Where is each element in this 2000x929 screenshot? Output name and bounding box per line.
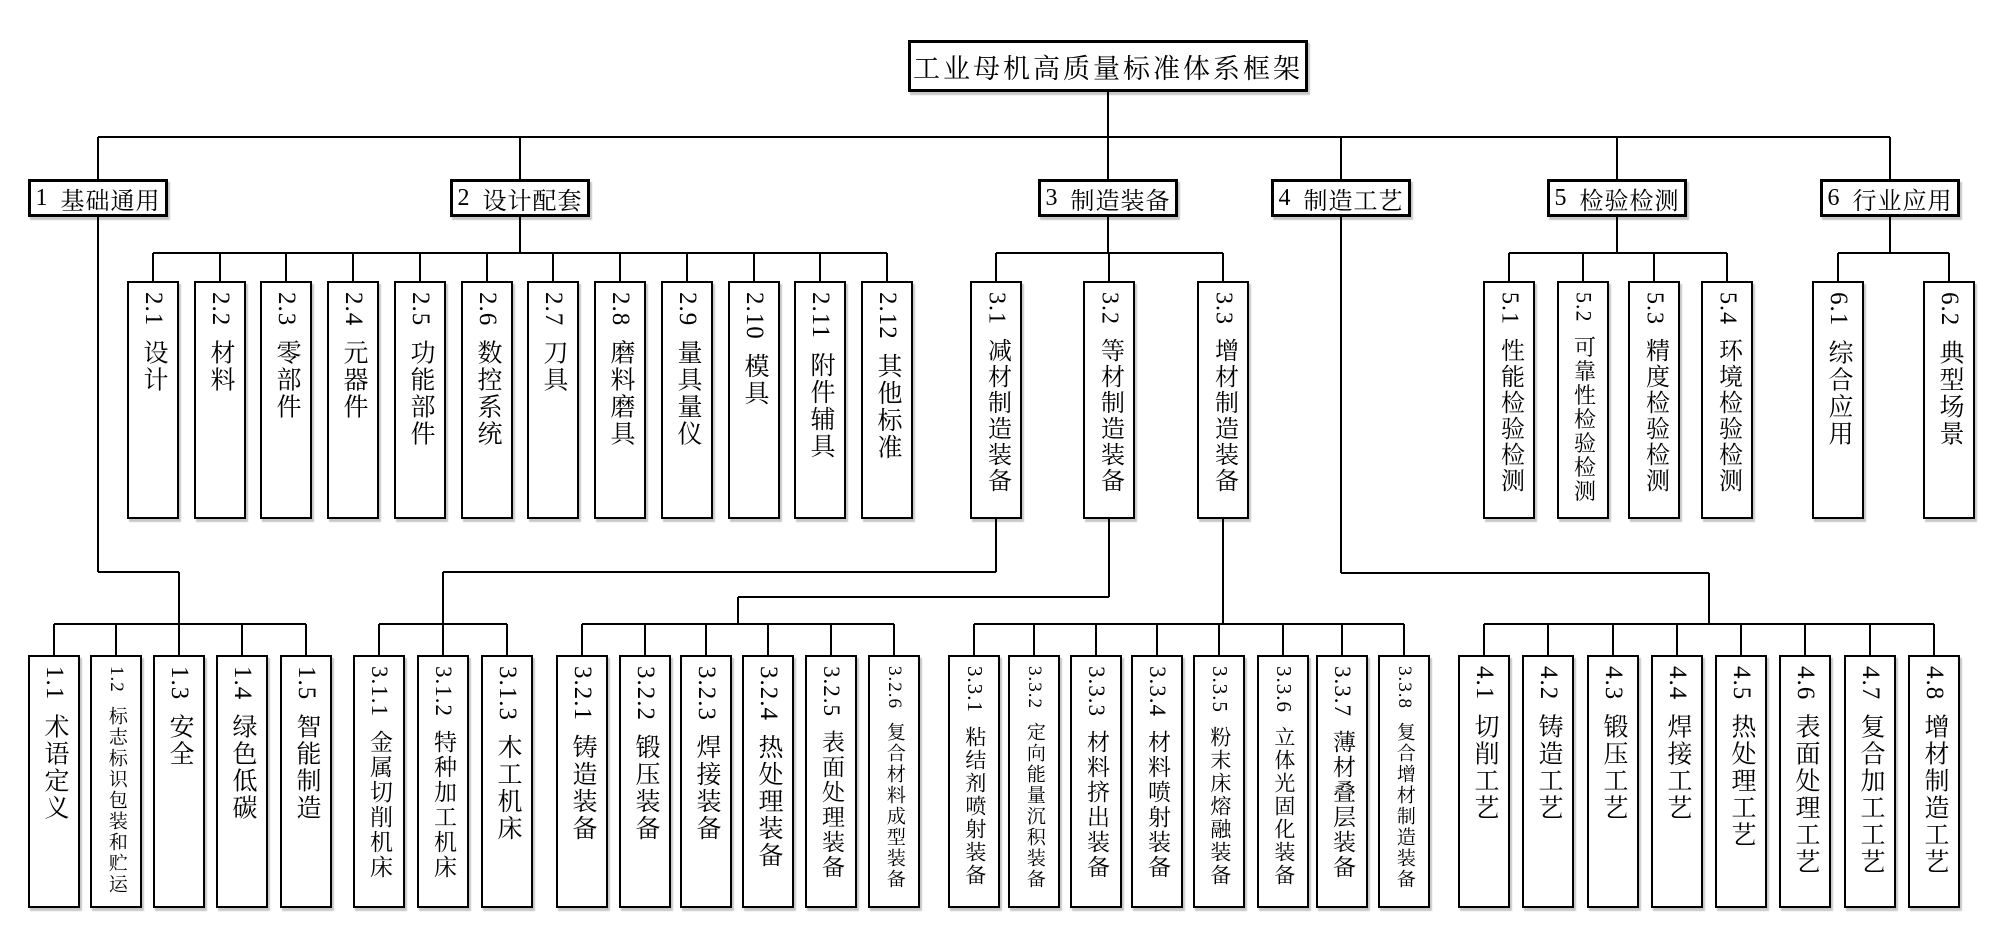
- node-label: 行业应用: [1852, 188, 1953, 215]
- node-label: 精度检验检测: [1641, 338, 1668, 494]
- chart-title: 工业母机高质量标准体系框架: [913, 53, 1303, 84]
- node-number: 4.4: [1664, 666, 1691, 701]
- node-label: 薄材叠层装备: [1329, 730, 1355, 880]
- node-number: 6.1: [1825, 292, 1852, 327]
- node-label: 零部件: [273, 339, 300, 421]
- leaf-node-3-3-5: [1193, 655, 1245, 908]
- node-label: 标志标识包装和贮运: [105, 705, 127, 895]
- node-number: 3.2.3: [693, 666, 720, 721]
- leaf-node-3-1-3: [481, 655, 533, 908]
- node-number: 1.5: [293, 666, 320, 701]
- vertical-text: [1024, 657, 1044, 906]
- vertical-text: [407, 283, 433, 517]
- node-label: 设计: [140, 339, 167, 394]
- vertical-text: [1497, 283, 1522, 517]
- branch-node-6: [1820, 179, 1960, 217]
- vertical-text: [1471, 657, 1497, 906]
- vertical-text: [1084, 657, 1108, 906]
- node-number: 3.2.6: [883, 666, 905, 709]
- leaf-node-4-7: [1844, 655, 1896, 908]
- leaf-node-3-2-3: [680, 655, 732, 908]
- node-label: 其他标准: [874, 352, 901, 461]
- node-label: 典型场景: [1936, 339, 1963, 448]
- vertical-text: [569, 657, 595, 906]
- vertical-text: [367, 657, 391, 906]
- vertical-text: [1330, 657, 1354, 906]
- vertical-text: [293, 657, 319, 906]
- branch-node-3: [1038, 179, 1178, 217]
- node-label: 制造工艺: [1303, 188, 1404, 215]
- node-label: 元器件: [340, 339, 367, 421]
- vertical-text: [755, 657, 781, 906]
- node-number: 3.2.4: [755, 666, 782, 721]
- node-number: 4.5: [1728, 666, 1755, 701]
- leaf-node-4-3: [1587, 655, 1639, 908]
- leaf-node-2-2: [194, 281, 246, 519]
- vertical-text: [1097, 283, 1122, 517]
- node-label: 焊接装备: [693, 734, 720, 842]
- vertical-text: [807, 283, 833, 517]
- node-label: 焊接工艺: [1664, 713, 1691, 822]
- vertical-text: [431, 657, 455, 906]
- leaf-node-3-1: [970, 281, 1022, 519]
- leaf-node-3-1-2: [417, 655, 469, 908]
- vertical-text: [41, 657, 67, 906]
- node-label: 安全: [166, 713, 193, 768]
- leaf-node-3-3-2: [1008, 655, 1060, 908]
- node-number: 3.1.3: [494, 666, 521, 721]
- node-number: 6: [1827, 184, 1840, 211]
- node-label: 金属切削机床: [366, 730, 392, 880]
- vertical-text: [340, 283, 366, 517]
- vertical-text: [1664, 657, 1690, 906]
- node-number: 5: [1554, 184, 1567, 211]
- node-label: 刀具: [540, 339, 567, 394]
- node-number: 2.8: [607, 292, 634, 327]
- vertical-text: [494, 657, 520, 906]
- leaf-node-1-4: [216, 655, 268, 908]
- node-number: 3.3.6: [1271, 666, 1296, 713]
- vertical-text: [963, 657, 985, 906]
- node-number: 2.2: [207, 292, 234, 327]
- node-label: 设计配套: [482, 188, 583, 215]
- node-number: 4: [1278, 184, 1291, 211]
- leaf-node-3-2-1: [556, 655, 608, 908]
- node-label: 铸造工艺: [1535, 713, 1562, 822]
- node-label: 制造装备: [1070, 188, 1171, 215]
- vertical-text: [1535, 657, 1561, 906]
- node-number: 2.7: [540, 292, 567, 327]
- vertical-text: [474, 283, 500, 517]
- node-label: 模具: [741, 352, 768, 407]
- leaf-node-4-6: [1779, 655, 1831, 908]
- node-label: 智能制造: [293, 713, 320, 822]
- node-number: 1.3: [166, 666, 193, 701]
- vertical-text: [819, 657, 843, 906]
- vertical-text: [1208, 657, 1230, 906]
- leaf-node-5-2: [1557, 281, 1609, 519]
- leaf-node-5-3: [1628, 281, 1680, 519]
- leaf-node-4-4: [1651, 655, 1703, 908]
- leaf-node-1-5: [280, 655, 332, 908]
- node-number: 3.3: [1210, 292, 1237, 325]
- node-label: 基础通用: [60, 188, 161, 215]
- vertical-text: [229, 657, 255, 906]
- node-number: 3.2.5: [818, 666, 844, 717]
- node-label: 增材制造工艺: [1921, 713, 1948, 876]
- vertical-text: [207, 283, 233, 517]
- leaf-node-3-2-5: [805, 655, 857, 908]
- leaf-node-6-2: [1923, 281, 1975, 519]
- node-number: 3.1.2: [430, 666, 456, 717]
- vertical-text: [1145, 657, 1169, 906]
- node-number: 1.1: [41, 666, 68, 701]
- node-label: 绿色低碳: [229, 713, 256, 822]
- leaf-node-2-11: [794, 281, 846, 519]
- vertical-text: [674, 283, 700, 517]
- leaf-node-2-6: [461, 281, 513, 519]
- leaf-node-1-1: [28, 655, 80, 908]
- node-number: 2.12: [874, 292, 901, 340]
- vertical-text: [1211, 283, 1236, 517]
- vertical-text: [741, 283, 767, 517]
- leaf-node-3-3-1: [948, 655, 1000, 908]
- leaf-node-4-2: [1522, 655, 1574, 908]
- node-number: 2.4: [340, 292, 367, 327]
- node-label: 等材制造装备: [1096, 338, 1123, 494]
- node-number: 6.2: [1936, 292, 1963, 327]
- node-label: 可靠性检验检测: [1571, 335, 1597, 504]
- node-number: 4.6: [1792, 666, 1819, 701]
- leaf-node-3-3-3: [1070, 655, 1122, 908]
- branch-node-1: [28, 179, 168, 217]
- branch-node-2: [450, 179, 590, 217]
- branch-node-5: [1547, 179, 1687, 217]
- node-number: 4.1: [1471, 666, 1498, 701]
- node-label: 环境检验检测: [1714, 338, 1741, 494]
- vertical-text: [166, 657, 192, 906]
- node-label: 表面处理装备: [818, 730, 844, 880]
- node-label: 材料喷射装备: [1144, 730, 1170, 880]
- leaf-node-4-5: [1715, 655, 1767, 908]
- chart-title-box: [908, 40, 1308, 92]
- leaf-node-1-2: [90, 655, 142, 908]
- node-number: 4.8: [1921, 666, 1948, 701]
- leaf-node-2-7: [527, 281, 579, 519]
- leaf-node-1-3: [153, 655, 205, 908]
- leaf-node-3-1-1: [353, 655, 405, 908]
- node-label: 铸造装备: [569, 734, 596, 842]
- vertical-text: [1825, 283, 1851, 517]
- node-number: 1.4: [229, 666, 256, 701]
- node-number: 2: [457, 184, 470, 211]
- node-label: 粉末床熔融装备: [1207, 726, 1232, 887]
- leaf-node-2-10: [728, 281, 780, 519]
- node-label: 增材制造装备: [1210, 338, 1237, 494]
- vertical-text: [1394, 657, 1414, 906]
- node-number: 2.10: [741, 292, 768, 340]
- node-label: 木工机床: [494, 734, 521, 842]
- vertical-text: [874, 283, 900, 517]
- node-label: 数控系统: [474, 339, 501, 448]
- node-number: 5.1: [1496, 292, 1523, 325]
- vertical-text: [1857, 657, 1883, 906]
- leaf-node-2-1: [127, 281, 179, 519]
- node-number: 2.11: [807, 292, 834, 339]
- node-number: 3: [1045, 184, 1058, 211]
- vertical-text: [984, 283, 1009, 517]
- leaf-node-2-5: [394, 281, 446, 519]
- node-number: 3.2.1: [569, 666, 596, 721]
- leaf-node-5-1: [1483, 281, 1535, 519]
- node-number: 5.4: [1714, 292, 1741, 325]
- node-number: 3.3.4: [1144, 666, 1170, 717]
- node-label: 粘结剂喷射装备: [962, 726, 987, 887]
- leaf-node-2-4: [327, 281, 379, 519]
- node-label: 立体光固化装备: [1271, 726, 1296, 887]
- node-label: 复合材料成型装备: [883, 722, 905, 890]
- leaf-node-2-3: [260, 281, 312, 519]
- branch-node-4: [1271, 179, 1411, 217]
- node-number: 3.3.7: [1329, 666, 1355, 717]
- leaf-node-3-2: [1083, 281, 1135, 519]
- vertical-text: [1921, 657, 1947, 906]
- leaf-node-2-9: [661, 281, 713, 519]
- node-label: 切削工艺: [1471, 713, 1498, 822]
- node-label: 材料: [207, 339, 234, 394]
- vertical-text: [273, 283, 299, 517]
- leaf-node-4-8: [1908, 655, 1960, 908]
- node-number: 4.2: [1535, 666, 1562, 701]
- vertical-text: [140, 283, 166, 517]
- node-label: 量具量仪: [674, 339, 701, 448]
- node-label: 术语定义: [41, 713, 68, 822]
- node-label: 性能检验检测: [1496, 338, 1523, 494]
- vertical-text: [1728, 657, 1754, 906]
- leaf-node-3-2-6: [868, 655, 920, 908]
- node-number: 3.3.5: [1207, 666, 1232, 713]
- node-label: 复合增材制造装备: [1393, 722, 1415, 890]
- node-number: 2.5: [407, 292, 434, 327]
- vertical-text: [1715, 283, 1740, 517]
- node-number: 3.2: [1096, 292, 1123, 325]
- node-number: 3.3.3: [1083, 666, 1109, 717]
- node-number: 3.1.1: [366, 666, 392, 717]
- node-number: 3.1: [983, 292, 1010, 325]
- vertical-text: [1792, 657, 1818, 906]
- node-label: 磨料磨具: [607, 339, 634, 448]
- vertical-text: [1642, 283, 1667, 517]
- vertical-text: [884, 657, 904, 906]
- node-number: 5.2: [1571, 292, 1597, 323]
- node-label: 功能部件: [407, 339, 434, 448]
- node-label: 特种加工机床: [430, 730, 456, 880]
- node-label: 锻压装备: [632, 734, 659, 842]
- leaf-node-3-3-4: [1131, 655, 1183, 908]
- leaf-node-3-3-7: [1316, 655, 1368, 908]
- leaf-node-2-12: [861, 281, 913, 519]
- vertical-text: [540, 283, 566, 517]
- node-label: 表面处理工艺: [1792, 713, 1819, 876]
- node-number: 4.3: [1600, 666, 1627, 701]
- vertical-text: [106, 657, 126, 906]
- leaf-node-4-1: [1458, 655, 1510, 908]
- node-number: 2.1: [140, 292, 167, 327]
- vertical-text: [1936, 283, 1962, 517]
- leaf-node-5-4: [1701, 281, 1753, 519]
- node-number: 3.3.8: [1393, 666, 1415, 709]
- leaf-node-3-2-4: [742, 655, 794, 908]
- leaf-node-3-3-6: [1257, 655, 1309, 908]
- node-number: 2.9: [674, 292, 701, 327]
- node-number: 1: [35, 184, 48, 211]
- node-number: 2.3: [273, 292, 300, 327]
- node-number: 3.2.2: [632, 666, 659, 721]
- node-label: 定向能量沉积装备: [1023, 722, 1045, 890]
- node-label: 热处理工艺: [1728, 713, 1755, 849]
- vertical-text: [632, 657, 658, 906]
- node-label: 附件辅具: [807, 351, 834, 460]
- vertical-text: [1272, 657, 1294, 906]
- node-number: 2.6: [474, 292, 501, 327]
- node-number: 4.7: [1857, 666, 1884, 701]
- vertical-text: [693, 657, 719, 906]
- node-number: 3.3.2: [1023, 666, 1045, 709]
- leaf-node-3-3-8: [1378, 655, 1430, 908]
- vertical-text: [1572, 283, 1595, 517]
- leaf-node-6-1: [1812, 281, 1864, 519]
- node-label: 复合加工工艺: [1857, 713, 1884, 876]
- node-label: 检验检测: [1579, 188, 1680, 215]
- node-number: 3.3.1: [962, 666, 987, 713]
- vertical-text: [607, 283, 633, 517]
- node-label: 综合应用: [1825, 339, 1852, 448]
- leaf-node-3-2-2: [619, 655, 671, 908]
- node-number: 5.3: [1641, 292, 1668, 325]
- leaf-node-3-3: [1197, 281, 1249, 519]
- vertical-text: [1600, 657, 1626, 906]
- leaf-node-2-8: [594, 281, 646, 519]
- node-label: 锻压工艺: [1600, 713, 1627, 822]
- node-number: 1.2: [105, 666, 127, 693]
- node-label: 材料挤出装备: [1083, 730, 1109, 880]
- node-label: 热处理装备: [755, 734, 782, 869]
- node-label: 减材制造装备: [983, 338, 1010, 494]
